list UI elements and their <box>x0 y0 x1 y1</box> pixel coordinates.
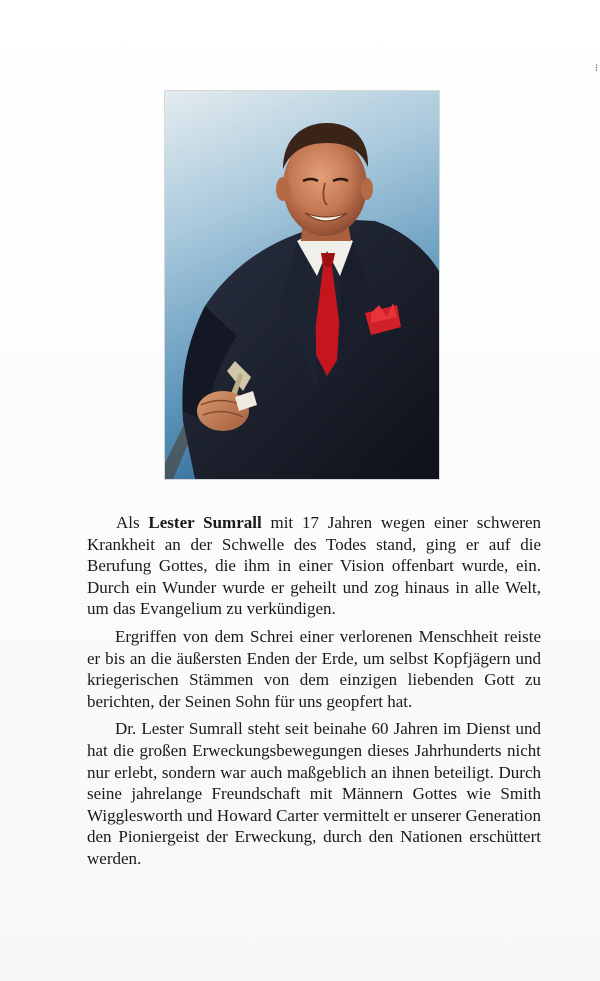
paragraph-1 <box>87 512 541 620</box>
author-name: Lester Sumrall <box>148 513 262 532</box>
author-portrait <box>165 91 439 479</box>
biography-text <box>87 512 541 876</box>
p1-intro: Als <box>116 513 149 532</box>
portrait-illustration <box>165 91 439 479</box>
edge-dots: ⁝ <box>595 63 599 74</box>
paragraph-3: Dr. Lester Sumrall steht seit beinahe 60 Jahren im Dienst und hat die großen Erweckungsbewegungen dieses Jahrhunderts nicht nur erlebt, sondern war auch maßgeblich an ihnen beteiligt. Durch seine jahrelange Freundschaft mit Männern Gottes wie Smith Wigglesworth und Howard Carter vermittelt er unserer Generation den Pioniergeist der Erweckung, durch den Nationen erschüttert werden. <box>87 719 541 868</box>
p1-rest: mit 17 Jahren wegen einer schweren Krankheit an der Schwelle des Todes stand, ging er auf die Berufung Gottes, die ihm in einer Vision offenbart wurde, ein. Durch ein Wunder wurde er geheilt und zog hinaus in alle Welt, um das Evangelium zu verkündigen. <box>87 513 541 619</box>
paragraph-2: Ergriffen von dem Schrei einer verlorenen Menschheit reiste er bis an die äußersten Enden der Erde, um selbst Kopfjägern und kriegerischen Stämmen von dem einzigen liebenden Gott zu berichten, der Seinen Sohn für uns geopfert hat. <box>87 626 541 711</box>
